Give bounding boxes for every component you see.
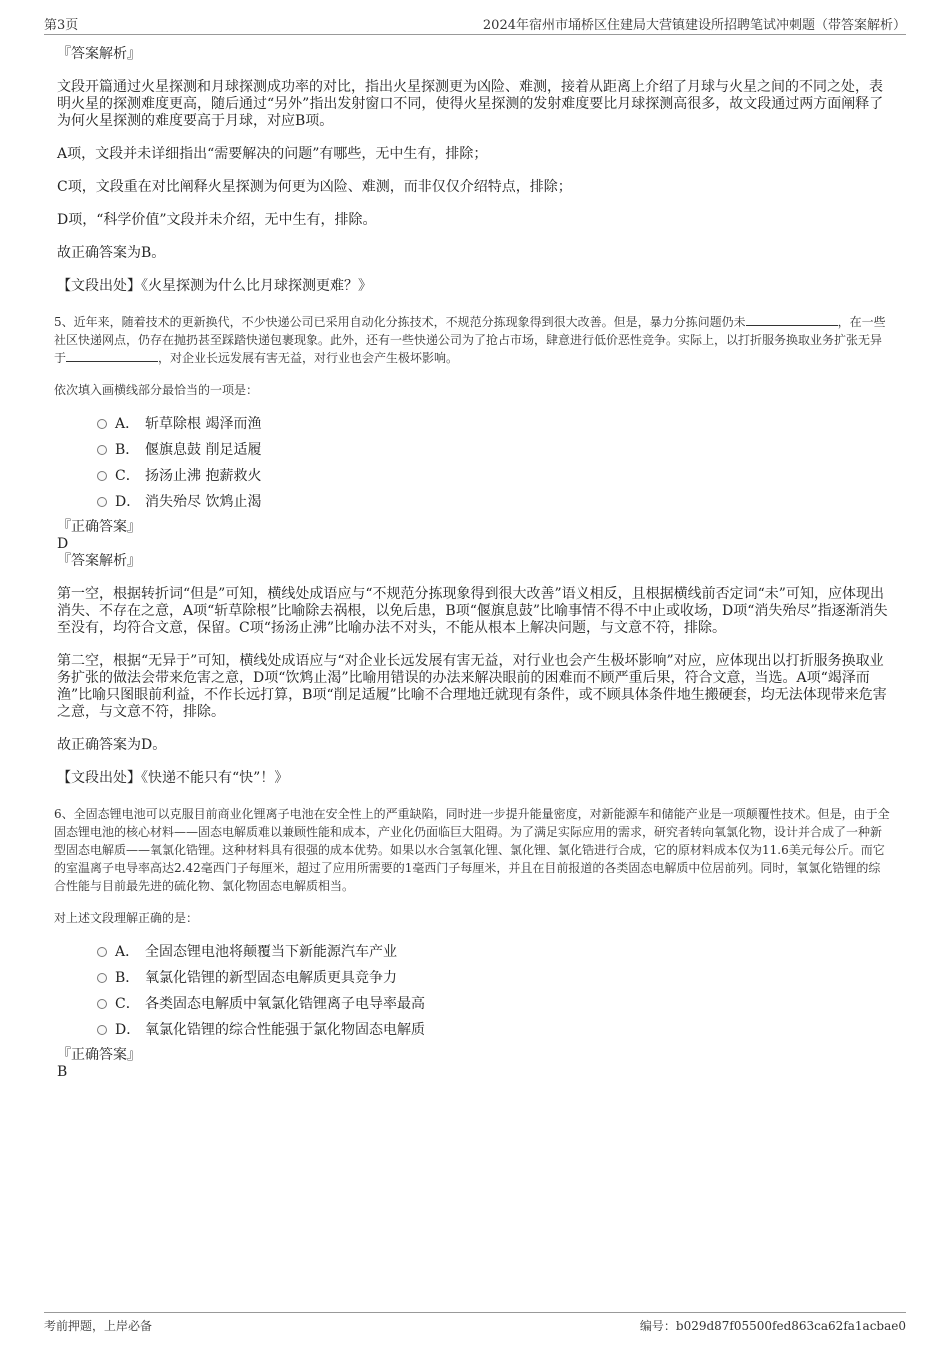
q5-option-b[interactable]: B． 偃旗息鼓 削足适履 — [97, 437, 892, 463]
q5-analysis-2: 第二空，根据“无异于”可知，横线处成语应与“对企业长远发展有害无益，对行业也会产生极坏影响”对应，应体现出以打折服务换取业务扩张的做法会带来危害之意，D项“饮鸩止渴”比喻用错误的办法来解决眼前的困难而不顾严重后果，符合文意，当选。A项“竭泽而渔”比喻只图眼前利益，不作长远打算，B项“削足适履”比喻不合理地迁就现有条件，或不顾具体条件地生搬硬套，均无法体现带来危害之意，与文意不符，排除。 — [57, 653, 887, 720]
q5-blank-2 — [66, 349, 158, 362]
radio-icon[interactable] — [97, 947, 107, 957]
q4-option-a-note: A项，文段并未详细指出“需要解决的问题”有哪些，无中生有，排除； — [57, 146, 488, 162]
q6-option-c[interactable]: C． 各类固态电解质中氧氯化锆锂离子电导率最高 — [97, 991, 892, 1017]
q5-source: 【文段出处】《快递不能只有“快”！》 — [57, 770, 289, 786]
q6-stem: 6、全固态锂电池可以克服目前商业化锂离子电池在安全性上的严重缺陷，同时进一步提升能量密度，对新能源车和储能产业是一项颠覆性技术。但是，由于全固态锂电池的核心材料——固态电解质难以兼顾性能和成本，产业化仍面临巨大阻碍。为了满足实际应用的需求，研究者转向氧氯化物，设计并合成了一种新型固态电解质——氧氯化锆锂。这种材料具有很强的成本优势。如果以水合氢氧化锂、氯化锂、氯化锆进行合成，它的原材料成本仅为11.6美元每公斤。而它的室温离子电导率高达2.42毫西门子每厘米，超过了应用所需要的1毫西门子每厘米，并且在目前报道的各类固态电解质中位居前列。同时，氧氯化锆锂的综合性能与目前最先进的硫化物、氯化物固态电解质相当。 — [54, 807, 890, 893]
radio-icon[interactable] — [97, 1025, 107, 1035]
q6-prompt: 对上述文段理解正确的是： — [54, 911, 199, 925]
q5-options — [97, 411, 892, 515]
document-id: 编号：b029d87f05500fed863ca62fa1acbae0 — [639, 1319, 906, 1333]
document-title: 2024年宿州市埇桥区住建局大营镇建设所招聘笔试冲刺题（带答案解析） — [482, 18, 906, 33]
q4-option-d-note: D项，“科学价值”文段并未介绍，无中生有，排除。 — [57, 212, 377, 228]
radio-icon[interactable] — [97, 471, 107, 481]
q4-source: 【文段出处】《火星探测为什么比月球探测更难？》 — [57, 278, 372, 294]
q5-analysis-label: 『答案解析』 — [57, 553, 141, 569]
radio-icon[interactable] — [97, 497, 107, 507]
radio-icon[interactable] — [97, 445, 107, 455]
q5-blank-1 — [746, 313, 838, 326]
q5-option-c[interactable]: C． 扬汤止沸 抱薪救火 — [97, 463, 892, 489]
q4-option-c-note: C项，文段重在对比阐释火星探测为何更为凶险、难测，而非仅仅介绍特点，排除； — [57, 179, 572, 195]
radio-icon[interactable] — [97, 973, 107, 983]
q4-analysis: 文段开篇通过火星探测和月球探测成功率的对比，指出火星探测更为凶险、难测，接着从距离上介绍了月球与火星之间的不同之处，表明火星的探测难度更高，随后通过“另外”指出发射窗口不同，使得火星探测的发射难度要比月球探测高很多，故文段通过两方面阐释了为何火星探测的难度要高于月球，对应B项。 — [57, 79, 884, 129]
page-number: 第3页 — [44, 18, 79, 33]
q6-options — [97, 939, 892, 1043]
q6-answer: B — [57, 1064, 68, 1080]
q5-option-a[interactable]: A． 斩草除根 竭泽而渔 — [97, 411, 892, 437]
q5-analysis-1: 第一空，根据转折词“但是”可知，横线处成语应与“不规范分拣现象得到很大改善”语义相反，且根据横线前否定词“未”可知，应体现出消失、不存在之意，A项“斩草除根”比喻除去祸根，以免后患，B项“偃旗息鼓”比喻事情不得不中止或收场，D项“消失殆尽”指逐渐消失至没有，均符合文意，保留。C项“扬汤止沸”比喻办法不对头，不能从根本上解决问题，与文意不符，排除。 — [57, 586, 888, 636]
q6-option-a[interactable]: A． 全固态锂电池将颠覆当下新能源汽车产业 — [97, 939, 892, 965]
q5-prompt: 依次填入画横线部分最恰当的一项是： — [54, 383, 259, 397]
radio-icon[interactable] — [97, 999, 107, 1009]
radio-icon[interactable] — [97, 419, 107, 429]
footer-slogan: 考前押题，上岸必备 — [44, 1319, 153, 1333]
page-footer — [44, 1312, 906, 1335]
q5-stem: 5、近年来，随着技术的更新换代，不少快递公司已采用自动化分拣技术，不规范分拣现象得到很大改善。但是，暴力分拣问题仍未 ，在一些社区快递网点，仍存在抛扔甚至踩踏快递包裹现象。此外，还有一些快递公司为了抢占市场，肆意进行低价恶性竞争。实际上，以打折服务换取业务扩张无异于 ，对企业长远发展有害无益，对行业也会产生极坏影响。 — [54, 315, 886, 365]
q5-answer: D — [57, 536, 69, 552]
q4-analysis-label: 『答案解析』 — [57, 46, 141, 62]
page-header — [44, 14, 906, 35]
q5-option-d[interactable]: D． 消失殆尽 饮鸩止渴 — [97, 489, 892, 515]
q5-conclusion: 故正确答案为D。 — [57, 737, 167, 753]
q4-conclusion: 故正确答案为B。 — [57, 245, 166, 261]
q6-answer-label: 『正确答案』 — [57, 1047, 141, 1063]
q6-option-d[interactable]: D． 氧氯化锆锂的综合性能强于氯化物固态电解质 — [97, 1017, 892, 1043]
page-content — [54, 46, 892, 1081]
q6-option-b[interactable]: B． 氧氯化锆锂的新型固态电解质更具竞争力 — [97, 965, 892, 991]
q5-answer-label: 『正确答案』 — [57, 519, 141, 535]
